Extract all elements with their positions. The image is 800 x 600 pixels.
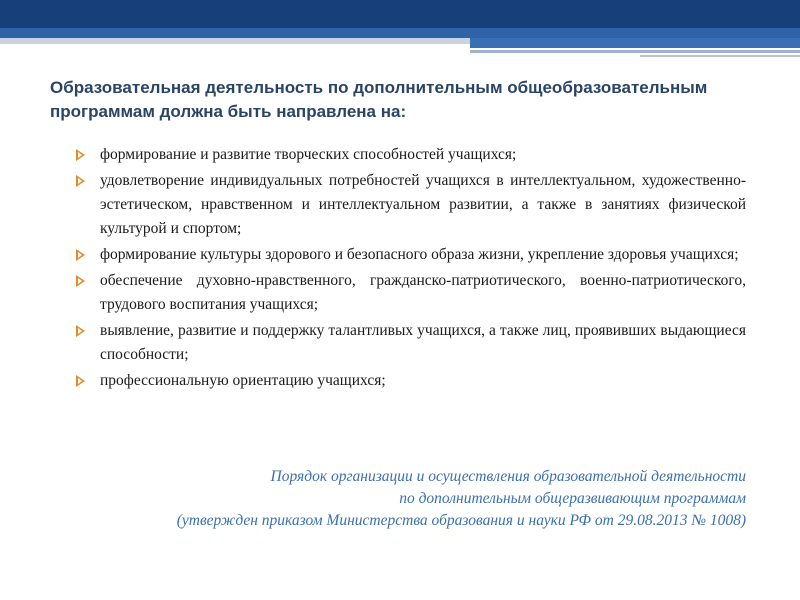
header-bar-grey — [0, 38, 470, 44]
list-item — [76, 269, 746, 317]
arrow-bullet-icon — [76, 375, 85, 387]
source-line-2: по дополнительным общеразвивающим программам — [399, 490, 746, 507]
list-item-text: обеспечение духовно-нравственного, гражданско-патриотического, военно-патриотического, трудового воспитания учащихся; — [100, 272, 746, 313]
header-thin-line-2 — [640, 55, 800, 57]
header-thin-line — [470, 50, 800, 53]
list-item — [76, 319, 746, 367]
arrow-bullet-icon — [76, 325, 85, 337]
header-bar-dark — [0, 0, 800, 28]
list-item-text: выявление, развитие и поддержку талантливых учащихся, а также лиц, проявивших выдающиеся способности; — [100, 322, 746, 363]
arrow-bullet-icon — [76, 249, 85, 261]
arrow-bullet-icon — [76, 175, 85, 187]
list-item-text: формирование и развитие творческих способностей учащихся; — [100, 146, 517, 163]
goals-list — [76, 143, 746, 395]
header-strip-blue — [470, 38, 800, 48]
list-item — [76, 169, 746, 241]
list-item-text: формирование культуры здорового и безопасного образа жизни, укрепление здоровья учащихся; — [100, 246, 739, 263]
list-item — [76, 369, 746, 393]
arrow-bullet-icon — [76, 275, 85, 287]
arrow-bullet-icon — [76, 149, 85, 161]
source-line-3: (утвержден приказом Министерства образования и науки РФ от 29.08.2013 № 1008) — [176, 512, 746, 529]
list-item — [76, 243, 746, 267]
header-bar-mid — [0, 28, 800, 38]
slide-title: Образовательная деятельность по дополнительным общеобразовательным программам должна быть направлена на: — [50, 78, 708, 121]
list-item-text: удовлетворение индивидуальных потребностей учащихся в интеллектуальном, художественно-эстетическом, нравственном и интеллектуальном развитии, а также в занятиях физической культурой и спортом; — [100, 172, 746, 237]
source-line-1: Порядок организации и осуществления образовательной деятельности — [270, 468, 746, 485]
source-reference — [90, 466, 746, 532]
list-item-text: профессиональную ориентацию учащихся; — [100, 372, 386, 389]
list-item — [76, 143, 746, 167]
